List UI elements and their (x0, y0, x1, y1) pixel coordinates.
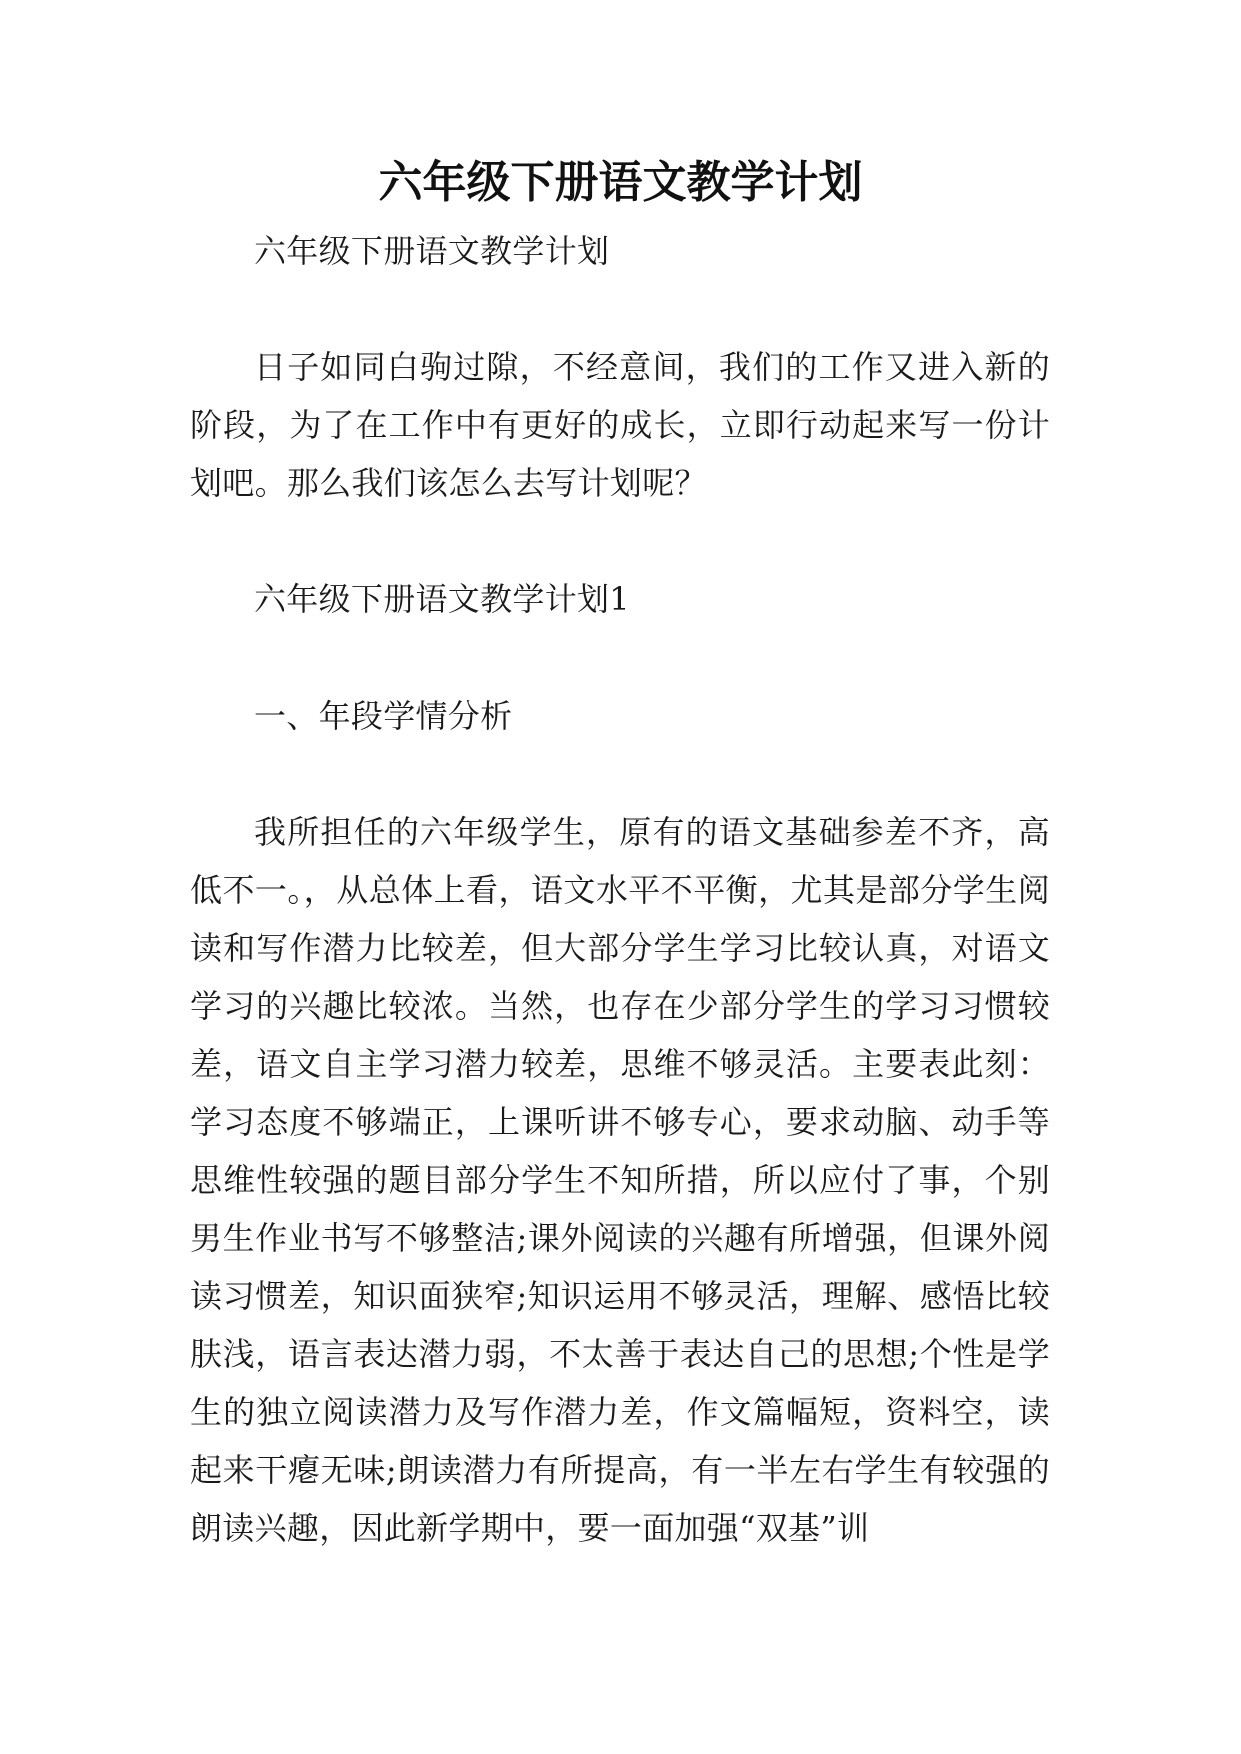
intro-paragraph: 日子如同白驹过隙，不经意间，我们的工作又进入新的阶段，为了在工作中有更好的成长，立即行动起来写一份计划吧。那么我们该怎么去写计划呢？ (190, 348, 1050, 502)
section-heading: 一、年段学情分析 (254, 697, 513, 735)
analysis-paragraph: 我所担任的六年级学生，原有的语文基础参差不齐，高低不一。，从总体上看，语文水平不平衡，尤其是部分学生阅读和写作潜力比较差，但大部分学生学习比较认真，对语文学习的兴趣比较浓。当然，也存在少部分学生的学习习惯较差，语文自主学习潜力较差，思维不够灵活。主要表此刻：学习态度不够端正，上课听讲不够专心，要求动脑、动手等思维性较强的题目部分学生不知所措，所以应付了事，个别男生作业书写不够整洁;课外阅读的兴趣有所增强，但课外阅读习惯差，知识面狭窄;知识运用不够灵活，理解、感悟比较肤浅，语言表达潜力弱，不太善于表达自己的思想;个性是学生的独立阅读潜力及写作潜力差，作文篇幅短，资料空，读起来干瘪无味;朗读潜力有所提高，有一半左右学生有较强的朗读兴趣，因此新学期中，要一面加强“双基”训 (190, 813, 1050, 1547)
subtitle-paragraph: 六年级下册语文教学计划 (254, 232, 610, 270)
document-title: 六年级下册语文教学计划 (378, 157, 863, 208)
plan-heading: 六年级下册语文教学计划1 (254, 580, 630, 618)
